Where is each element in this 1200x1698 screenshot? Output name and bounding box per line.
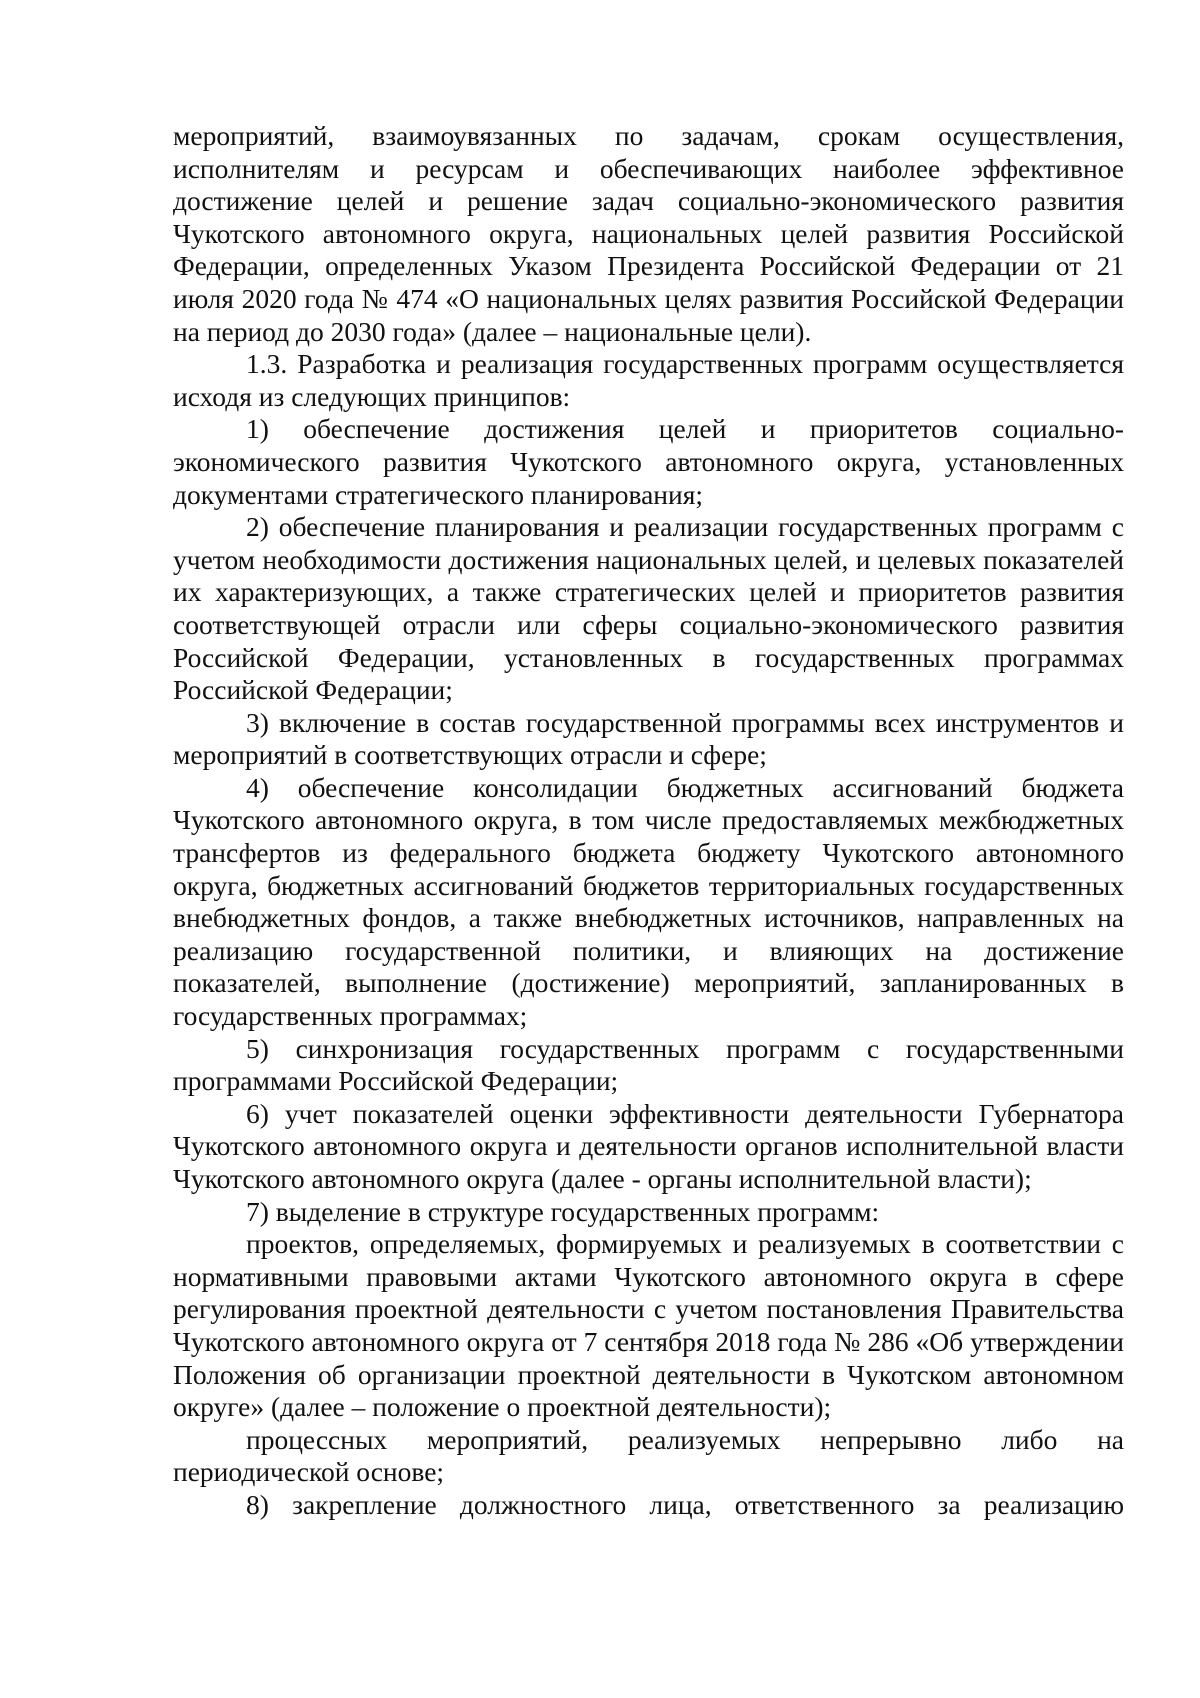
paragraph-principle-4: 4) обеспечение консолидации бюджетных ассигнований бюджета Чукотского автономного округа, в том числе предоставляемых межбюджетных трансфертов из федерального бюджета бюджету Чукотского автономного округа, бюджетных ассигнований бюджетов территориальных государственных внебюджетных фондов, а также внебюджетных источников, направленных на реализацию государственной политики, и влияющих на достижение показателей, выполнение (достижение) мероприятий, запланированных в государственных программах; [173, 771, 1124, 1032]
paragraph-section-1-3: 1.3. Разработка и реализация государственных программ осуществляется исходя из следующих принципов: [173, 348, 1124, 412]
paragraph-principle-5: 5) синхронизация государственных программ с государственными программами Российской Федерации; [173, 1032, 1124, 1097]
paragraph-principle-2: 2) обеспечение планирования и реализации государственных программ с учетом необходимости достижения национальных целей, и целевых показателей их характеризующих, а также стратегических целей и приоритетов развития соответствующей отрасли или сферы социально-экономического развития Российской Федерации, установленных в государственных программах Российской Федерации; [173, 511, 1124, 706]
paragraph-principle-1: 1) обеспечение достижения целей и приоритетов социально-экономического развития Чукотского автономного округа, установленных документами стратегического планирования; [173, 413, 1124, 510]
paragraph-continuation: мероприятий, взаимоувязанных по задачам, срокам осуществления, исполнителям и ресурсам и обеспечивающих наиболее эффективное достижение целей и решение задач социально-экономического развития Чукотского автономного округа, национальных целей развития Российской Федерации, определенных Указом Президента Российской Федерации от 21 июля 2020 года № 474 «О национальных целях развития Российской Федерации на период до 2030 года» (далее – национальные цели). [173, 120, 1124, 347]
paragraph-principle-8: 8) закрепление должностного лица, ответственного за реализацию [246, 1488, 1124, 1520]
document-body [173, 120, 1124, 1522]
paragraph-principle-7: 7) выделение в структуре государственных программ: [246, 1195, 880, 1227]
paragraph-projects: проектов, определяемых, формируемых и реализуемых в соответствии с нормативными правовыми актами Чукотского автономного округа в сфере регулирования проектной деятельности с учетом постановления Правительства Чукотского автономного округа от 7 сентября 2018 года № 286 «Об утверждении Положения об организации проектной деятельности в Чукотском автономном округе» (далее – положение о проектной деятельности); [173, 1228, 1124, 1423]
paragraph-process-activities: процессных мероприятий, реализуемых непрерывно либо на периодической основе; [173, 1423, 1124, 1488]
paragraph-principle-3: 3) включение в состав государственной программы всех инструментов и мероприятий в соответствующих отрасли и сфере; [173, 706, 1124, 771]
paragraph-principle-6: 6) учет показателей оценки эффективности деятельности Губернатора Чукотского автономного округа и деятельности органов исполнительной власти Чукотского автономного округа (далее - органы исполнительной власти); [173, 1097, 1124, 1194]
